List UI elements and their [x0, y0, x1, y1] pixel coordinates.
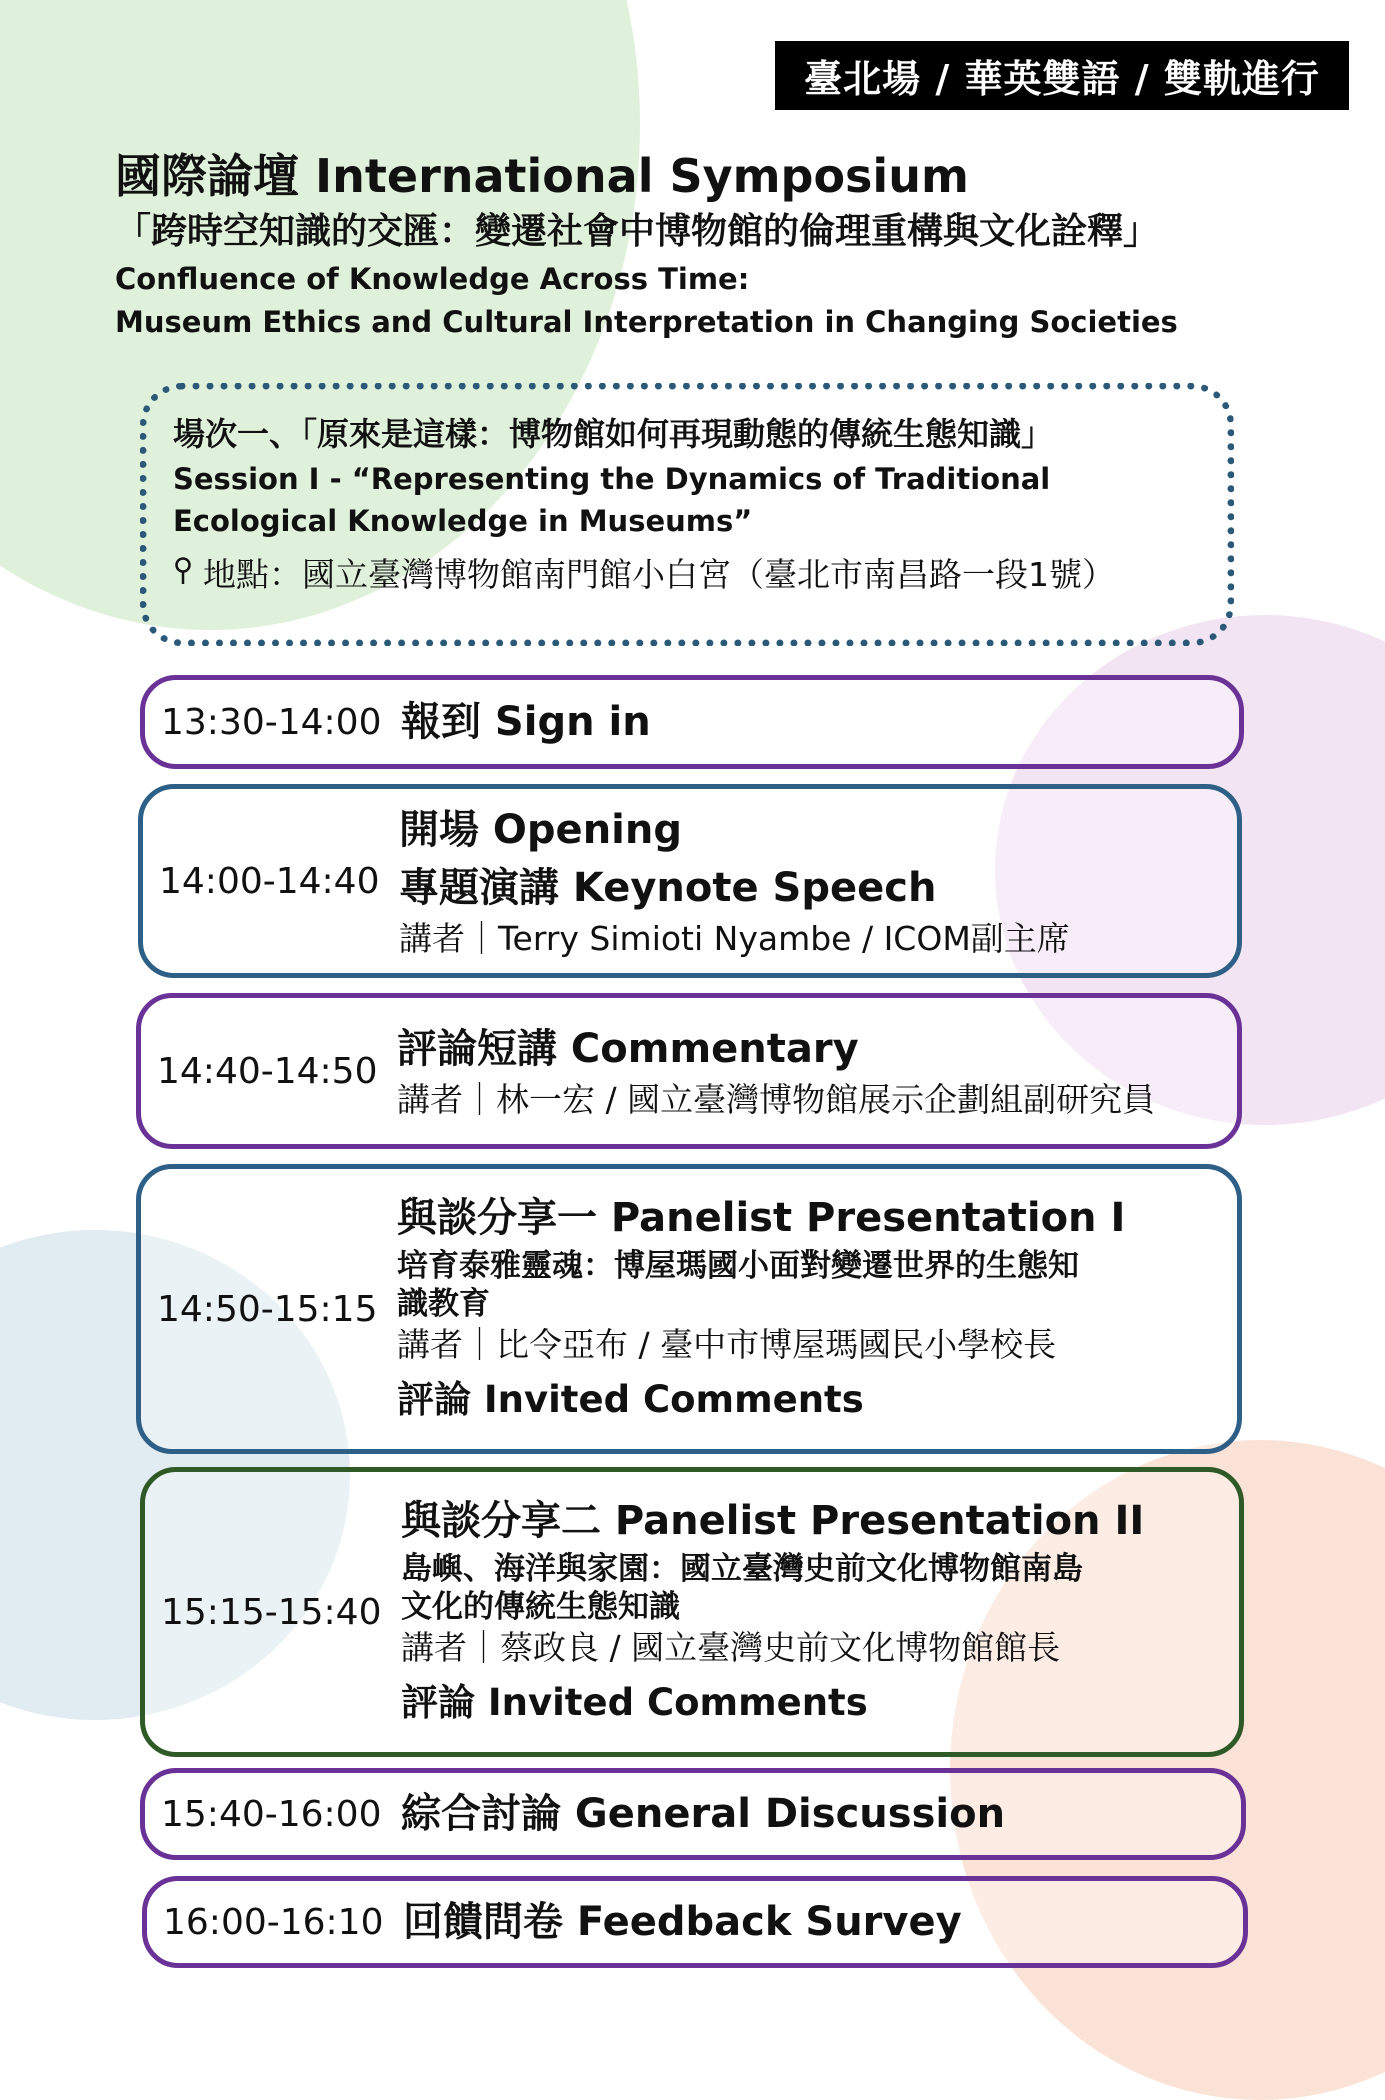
- agenda-title: 報到 Sign in: [401, 699, 651, 745]
- location-text: 地點：國立臺灣博物館南門館小白宮（臺北市南昌路一段1號）: [203, 555, 1115, 594]
- topic-line-2: 識教育: [397, 1286, 490, 1322]
- time-slot: 13:30-14:00: [161, 701, 382, 743]
- agenda-title: 與談分享一 Panelist Presentation I: [397, 1195, 1126, 1241]
- time-slot: 16:00-16:10: [163, 1901, 384, 1943]
- time-slot: 15:15-15:40: [161, 1591, 382, 1633]
- invited-comments: 評論 Invited Comments: [397, 1378, 864, 1421]
- session-title-en-line-2: Ecological Knowledge in Museums”: [173, 504, 753, 538]
- speaker-line: 講者｜林一宏 / 國立臺灣博物館展示企劃組副研究員: [397, 1080, 1156, 1119]
- schedule-row-panelist-1: [136, 1164, 1242, 1454]
- venue-language-tag: 臺北場 / 華英雙語 / 雙軌進行: [775, 41, 1349, 110]
- topic-line-1: 培育泰雅靈魂：博屋瑪國小面對變遷世界的生態知: [397, 1248, 1079, 1284]
- invited-comments: 評論 Invited Comments: [401, 1681, 868, 1724]
- agenda-title: 與談分享二 Panelist Presentation II: [401, 1498, 1145, 1544]
- schedule-row-opening-keynote: [138, 784, 1242, 978]
- speaker-line: 講者｜比令亞布 / 臺中市博屋瑪國民小學校長: [397, 1325, 1057, 1364]
- speaker-line: 講者｜蔡政良 / 國立臺灣史前文化博物館館長: [401, 1628, 1061, 1667]
- time-slot: 14:40-14:50: [157, 1050, 378, 1092]
- schedule-row-general-discussion: [140, 1768, 1246, 1860]
- agenda-title: 開場 Opening: [399, 807, 682, 853]
- agenda-title: 綜合討論 General Discussion: [401, 1791, 1006, 1837]
- map-pin-icon: [173, 550, 195, 600]
- page-title: 國際論壇 International Symposium: [115, 149, 969, 203]
- speaker-line: 講者｜Terry Simioti Nyambe / ICOM副主席: [399, 919, 1070, 958]
- agenda-title: 回饋問卷 Feedback Survey: [403, 1899, 962, 1945]
- topic-line-2: 文化的傳統生態知識: [401, 1589, 680, 1625]
- schedule-row-commentary: [136, 993, 1242, 1149]
- session-location: [173, 550, 1201, 600]
- agenda-title: 評論短講 Commentary: [397, 1026, 859, 1072]
- session-title-en-line-1: Session I - “Representing the Dynamics of Traditional: [173, 462, 1051, 496]
- time-slot: 14:00-14:40: [159, 860, 380, 902]
- english-subtitle-line-2: Museum Ethics and Cultural Interpretation in Changing Societies: [115, 305, 1178, 339]
- time-slot: 15:40-16:00: [161, 1793, 382, 1835]
- schedule-row-feedback-survey: [142, 1876, 1248, 1968]
- agenda-title-2: 專題演講 Keynote Speech: [399, 865, 937, 911]
- time-slot: 14:50-15:15: [157, 1288, 378, 1330]
- session-title-zh: 場次一、「原來是這樣：博物館如何再現動態的傳統生態知識」: [173, 415, 1054, 453]
- topic-line-1: 島嶼、海洋與家園：國立臺灣史前文化博物館南島: [401, 1551, 1083, 1587]
- header: [115, 148, 1325, 344]
- english-subtitle-line-1: Confluence of Knowledge Across Time:: [115, 262, 750, 296]
- chinese-subtitle: 「跨時空知識的交匯：變遷社會中博物館的倫理重構與文化詮釋」: [115, 211, 1160, 252]
- schedule-row-panelist-2: [140, 1467, 1244, 1757]
- session-info-box: [140, 383, 1234, 646]
- schedule-row-sign-in: [140, 675, 1244, 769]
